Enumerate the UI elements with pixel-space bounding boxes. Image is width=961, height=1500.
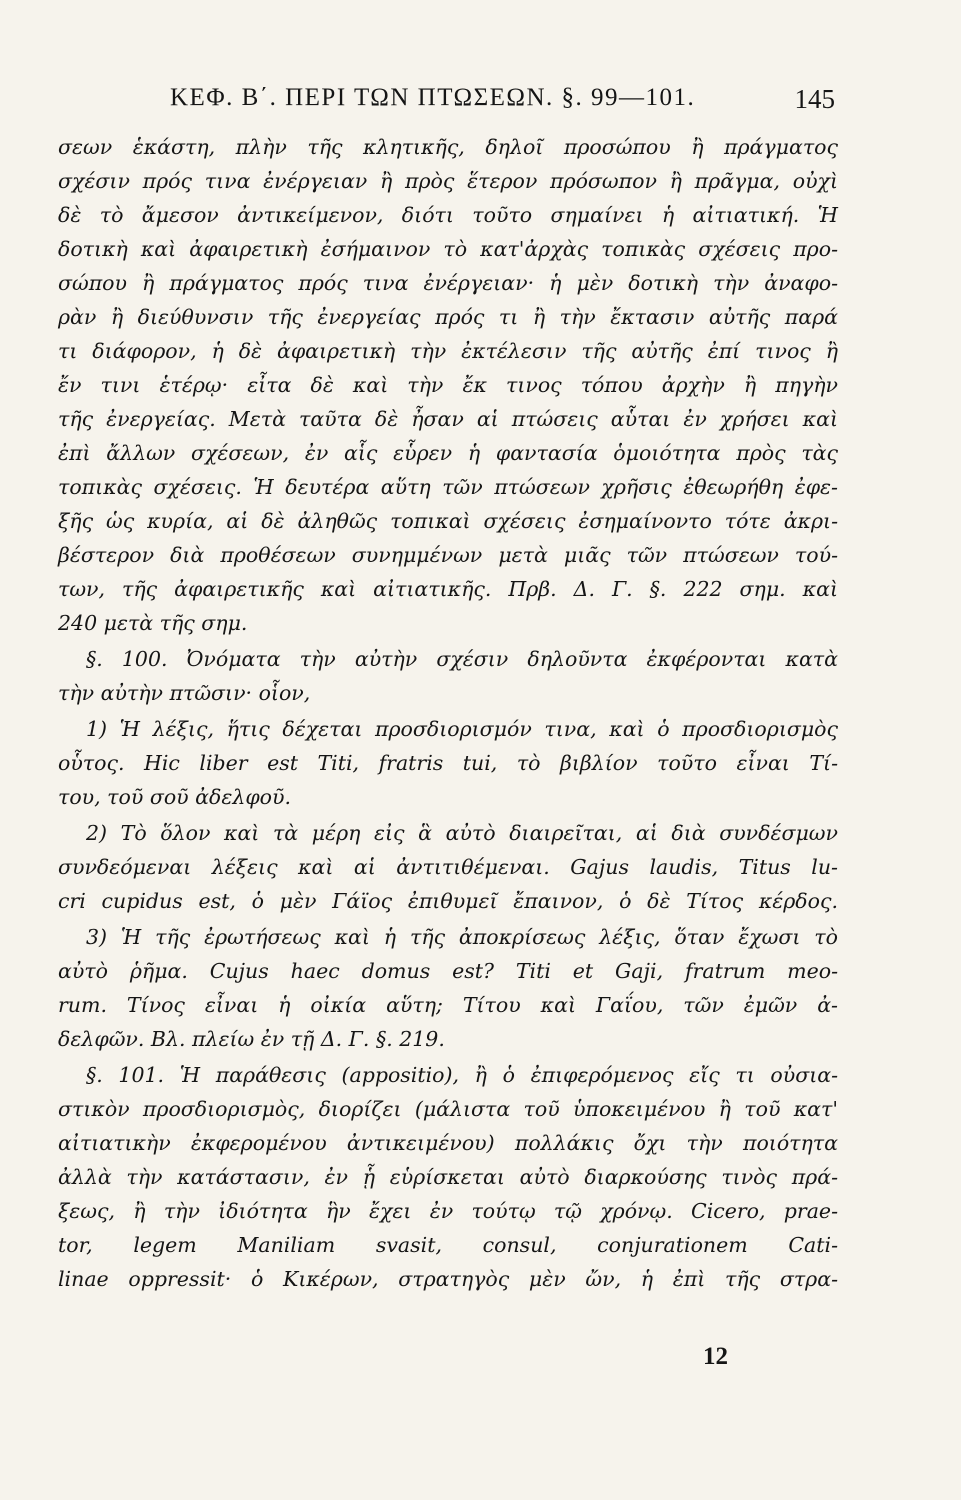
text-line: συνδεόμεναι λέξεις καὶ αἱ ἀντιτιθέμεναι. Gajus laudis, Titus lu- [58, 855, 838, 879]
text-line: δὲ τὸ ἄμεσον ἀντικείμενον, διότι τοῦτο σημαίνει ἡ αἰτιατική. Ἡ [58, 203, 838, 227]
list-item-3-line: 3) Ἡ τῆς ἐρωτήσεως καὶ ἡ τῆς ἀποκρίσεως λέξις, ὅταν ἔχωσι τὸ [86, 925, 838, 949]
text-line: στικὸν προσδιορισμὸς, διορίζει (μάλιστα τοῦ ὑποκειμένου ἢ τοῦ κατ' [58, 1097, 838, 1121]
text-line: σώπου ἢ πράγματος πρός τινα ἐνέργειαν· ἡ μὲν δοτικὴ τὴν ἀναφο- [58, 271, 838, 295]
list-item-2-line: 2) Τὸ ὅλον καὶ τὰ μέρη εἰς ἃ αὐτὸ διαιρεῖται, αἱ διὰ συνδέσμων [86, 821, 838, 845]
text-line: σεων ἑκάστη, πλὴν τῆς κλητικῆς, δηλοῖ προσώπου ἢ πράγματος [58, 135, 838, 159]
text-line: σχέσιν πρός τινα ἐνέργειαν ἢ πρὸς ἕτερον πρόσωπον ἢ πρᾶγμα, οὐχὶ [58, 169, 838, 193]
text-line: ρὰν ἢ διεύθυνσιν τῆς ἐνεργείας πρός τι ἢ τὴν ἔκτασιν αὐτῆς παρά [58, 305, 838, 329]
text-line: ἔν τινι ἑτέρῳ· εἶτα δὲ καὶ τὴν ἔκ τινος τόπου ἀρχὴν ἢ πηγὴν [58, 373, 838, 397]
text-line: βέστερον διὰ προθέσεων συνημμένων μετὰ μιᾶς τῶν πτώσεων τού- [58, 543, 838, 567]
page-number: 145 [794, 84, 835, 114]
page-header [170, 84, 835, 116]
section-100-heading-line: §. 100. Ὀνόματα τὴν αὐτὴν σχέσιν δηλοῦντα ἐκφέρονται κατὰ [86, 647, 838, 671]
text-line: δελφῶν. Βλ. πλείω ἐν τῇ Δ. Γ. §. 219. [58, 1027, 445, 1051]
text-line: linae oppressit· ὁ Κικέρων, στρατηγὸς μὲν ὤν, ἡ ἐπὶ τῆς στρα- [58, 1267, 838, 1291]
text-line: tor, legem Maniliam svasit, consul, conjurationem Cati- [58, 1233, 838, 1257]
text-line: του, τοῦ σοῦ ἀδελφοῦ. [58, 785, 292, 809]
text-line: ἐπὶ ἄλλων σχέσεων, ἐν αἷς εὗρεν ἡ φαντασία ὁμοιότητα πρὸς τὰς [58, 441, 838, 465]
text-line: 240 μετὰ τῆς σημ. [58, 611, 248, 635]
text-line: ξεως, ἢ τὴν ἰδιότητα ἣν ἔχει ἐν τούτῳ τῷ χρόνῳ. Cicero, prae- [58, 1199, 838, 1223]
section-101-heading-line: §. 101. Ἡ παράθεσις (appositio), ἢ ὁ ἐπιφερόμενος εἴς τι οὐσια- [86, 1063, 838, 1087]
text-line: αὐτὸ ῥῆμα. Cujus haec domus est? Titi et Gaji, fratrum meo- [58, 959, 838, 983]
list-item-1-line: 1) Ἡ λέξις, ἥτις δέχεται προσδιορισμόν τινα, καὶ ὁ προσδιορισμὸς [86, 717, 838, 741]
text-line: rum. Τίνος εἶναι ἡ οἰκία αὕτη; Τίτου καὶ Γαΐου, τῶν ἐμῶν ἀ- [58, 993, 838, 1017]
text-line: τὴν αὐτὴν πτῶσιν· οἷον, [58, 681, 311, 705]
text-line: αἰτιατικὴν ἐκφερομένου ἀντικειμένου) πολλάκις ὄχι τὴν ποιότητα [58, 1131, 838, 1155]
text-line: τῆς ἐνεργείας. Μετὰ ταῦτα δὲ ἦσαν αἱ πτώσεις αὗται ἐν χρήσει καὶ [58, 407, 838, 431]
text-line: ἀλλὰ τὴν κατάστασιν, ἐν ᾗ εὑρίσκεται αὐτὸ διαρκούσης τινὸς πρά- [58, 1165, 838, 1189]
text-line: τι διάφορον, ἡ δὲ ἀφαιρετικὴ τὴν ἐκτέλεσιν τῆς αὐτῆς ἐπί τινος ἢ [58, 339, 838, 363]
signature-mark: 12 [703, 1343, 728, 1370]
text-line: των, τῆς ἀφαιρετικῆς καὶ αἰτιατικῆς. Πρβ. Δ. Γ. §. 222 σημ. καὶ [58, 577, 838, 601]
running-head: ΚΕΦ. Β΄. ΠΕΡΙ ΤΩΝ ΠΤΩΣΕΩΝ. §. 99—101. [170, 84, 696, 111]
text-line: τοπικὰς σχέσεις. Ἡ δευτέρα αὕτη τῶν πτώσεων χρῆσις ἐθεωρήθη ἐφε- [58, 475, 838, 499]
text-line: ξῆς ὡς κυρία, αἱ δὲ ἀληθῶς τοπικαὶ σχέσεις ἐσημαίνοντο τότε ἀκρι- [58, 509, 838, 533]
text-line: οὗτος. Hic liber est Titi, fratris tui, τὸ βιβλίον τοῦτο εἶναι Τί- [58, 751, 838, 775]
text-line: δοτικὴ καὶ ἀφαιρετικὴ ἐσήμαινον τὸ κατ'ἀρχὰς τοπικὰς σχέσεις προ- [58, 237, 838, 261]
text-line: cri cupidus est, ὁ μὲν Γάϊος ἐπιθυμεῖ ἔπαινον, ὁ δὲ Τίτος κέρδος. [58, 889, 838, 913]
